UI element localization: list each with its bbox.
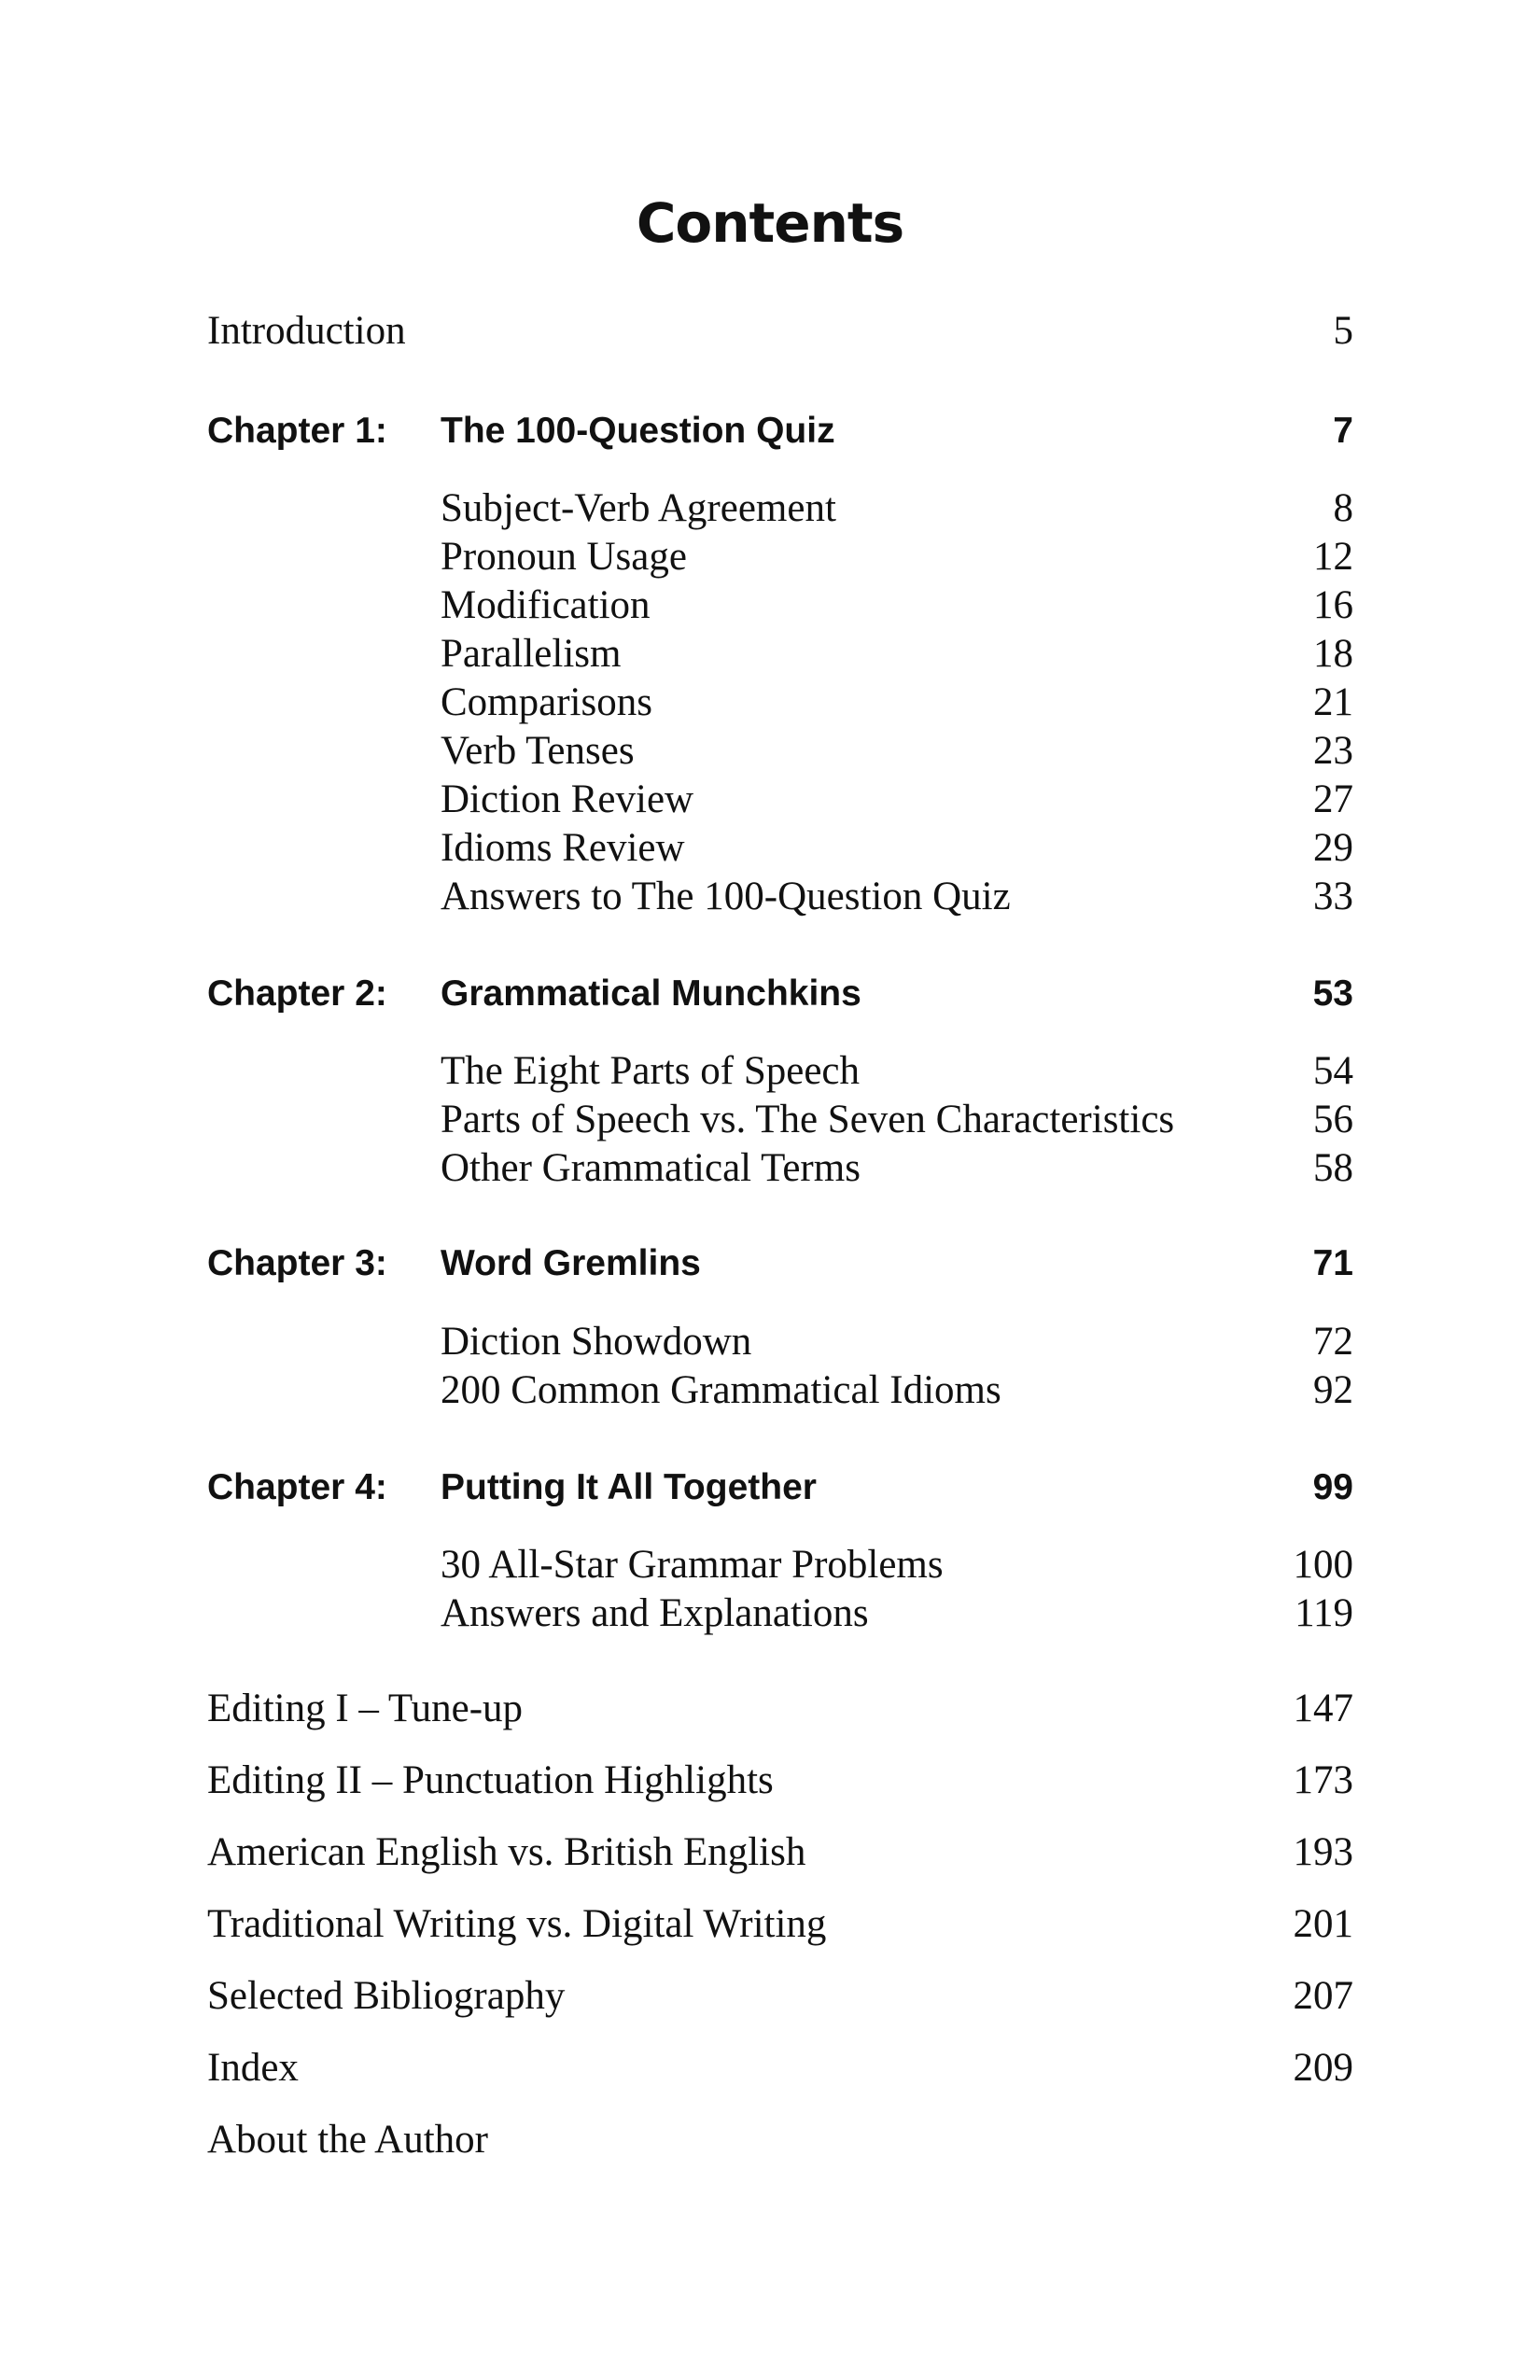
chapter-heading[interactable] [207, 1467, 1353, 1523]
chapter-number: Chapter 2: [207, 973, 387, 1014]
page-title: Contents [636, 191, 904, 255]
chapter-heading[interactable] [207, 1243, 1353, 1299]
chapter-heading[interactable] [207, 973, 1353, 1029]
section-label: Subject-Verb Agreement [441, 486, 836, 530]
toc-section-entry[interactable] [207, 1097, 1353, 1153]
toc-section-entry[interactable] [207, 534, 1353, 590]
chapter-number: Chapter 3: [207, 1243, 387, 1283]
section-label: Diction Review [441, 777, 694, 821]
toc-section-entry[interactable] [207, 631, 1353, 687]
section-label: Modification [441, 583, 651, 627]
section-label: Answers and Explanations [441, 1591, 869, 1635]
section-label: Other Grammatical Terms [441, 1146, 861, 1190]
section-label: Answers to The 100-Question Quiz [441, 875, 1011, 918]
toc-entry-page: 201 [1293, 1902, 1353, 1946]
section-label: 200 Common Grammatical Idioms [441, 1368, 1001, 1412]
section-page: 8 [1333, 486, 1353, 530]
section-label: Diction Showdown [441, 1320, 752, 1364]
toc-section-entry[interactable] [207, 1367, 1353, 1423]
toc-entry-back-matter[interactable] [207, 2045, 1353, 2101]
section-label: Parallelism [441, 632, 622, 676]
chapter-title: Word Gremlins [441, 1243, 701, 1283]
toc-entry-page: 207 [1293, 1974, 1353, 2018]
toc-entry-back-matter[interactable] [207, 2117, 1353, 2173]
section-page: 54 [1313, 1049, 1353, 1093]
chapter-page: 71 [1312, 1243, 1353, 1283]
chapter-title: Grammatical Munchkins [441, 973, 861, 1014]
section-label: Comparisons [441, 680, 652, 724]
toc-entry-page: 209 [1293, 2046, 1353, 2090]
section-label: Idioms Review [441, 826, 685, 870]
toc-section-entry[interactable] [207, 1145, 1353, 1201]
section-page: 92 [1313, 1368, 1353, 1412]
toc-entry-page: 193 [1293, 1830, 1353, 1874]
toc-entry-label: Introduction [207, 309, 406, 353]
chapter-title: Putting It All Together [441, 1467, 817, 1507]
chapter-page: 7 [1333, 411, 1353, 451]
chapter-number: Chapter 1: [207, 411, 387, 451]
toc-entry-back-matter[interactable] [207, 1757, 1353, 1813]
section-page: 18 [1313, 632, 1353, 676]
toc-entry-page: 5 [1333, 309, 1353, 353]
toc-entry-label: American English vs. British English [207, 1830, 806, 1874]
toc-section-entry[interactable] [207, 825, 1353, 881]
toc-entry-label: Index [207, 2046, 299, 2090]
toc-section-entry[interactable] [207, 485, 1353, 541]
toc-section-entry[interactable] [207, 1319, 1353, 1375]
toc-entry-page: 147 [1293, 1687, 1353, 1730]
toc-entry-introduction[interactable] [207, 308, 1353, 364]
toc-section-entry[interactable] [207, 1590, 1353, 1646]
section-page: 119 [1295, 1591, 1353, 1635]
chapter-number: Chapter 4: [207, 1467, 387, 1507]
toc-entry-back-matter[interactable] [207, 1686, 1353, 1742]
section-label: Parts of Speech vs. The Seven Characteristics [441, 1098, 1175, 1141]
chapter-heading[interactable] [207, 411, 1353, 467]
chapter-title: The 100-Question Quiz [441, 411, 835, 451]
section-page: 23 [1313, 729, 1353, 773]
toc-section-entry[interactable] [207, 777, 1353, 833]
section-page: 16 [1313, 583, 1353, 627]
toc-section-entry[interactable] [207, 874, 1353, 930]
toc-section-entry[interactable] [207, 582, 1353, 638]
section-label: The Eight Parts of Speech [441, 1049, 861, 1093]
section-page: 33 [1313, 875, 1353, 918]
section-page: 27 [1313, 777, 1353, 821]
chapter-page: 53 [1312, 973, 1353, 1014]
toc-entry-label: Editing II – Punctuation Highlights [207, 1758, 774, 1802]
section-label: Pronoun Usage [441, 535, 687, 579]
section-page: 29 [1313, 826, 1353, 870]
section-page: 21 [1313, 680, 1353, 724]
section-page: 72 [1313, 1320, 1353, 1364]
section-label: Verb Tenses [441, 729, 635, 773]
section-page: 12 [1313, 535, 1353, 579]
toc-entry-back-matter[interactable] [207, 1973, 1353, 2029]
chapter-page: 99 [1312, 1467, 1353, 1507]
toc-section-entry[interactable] [207, 1542, 1353, 1598]
toc-entry-label: Editing I – Tune-up [207, 1687, 524, 1730]
toc-entry-back-matter[interactable] [207, 1901, 1353, 1957]
toc-entry-label: Selected Bibliography [207, 1974, 566, 2018]
toc-entry-label: About the Author [207, 2118, 488, 2162]
toc-entry-label: Traditional Writing vs. Digital Writing [207, 1902, 827, 1946]
section-label: 30 All-Star Grammar Problems [441, 1543, 944, 1587]
toc-section-entry[interactable] [207, 1048, 1353, 1104]
toc-entry-page: 173 [1293, 1758, 1353, 1802]
toc-entry-back-matter[interactable] [207, 1829, 1353, 1885]
section-page: 100 [1293, 1543, 1353, 1587]
section-page: 56 [1313, 1098, 1353, 1141]
section-page: 58 [1313, 1146, 1353, 1190]
toc-section-entry[interactable] [207, 679, 1353, 735]
toc-section-entry[interactable] [207, 728, 1353, 784]
